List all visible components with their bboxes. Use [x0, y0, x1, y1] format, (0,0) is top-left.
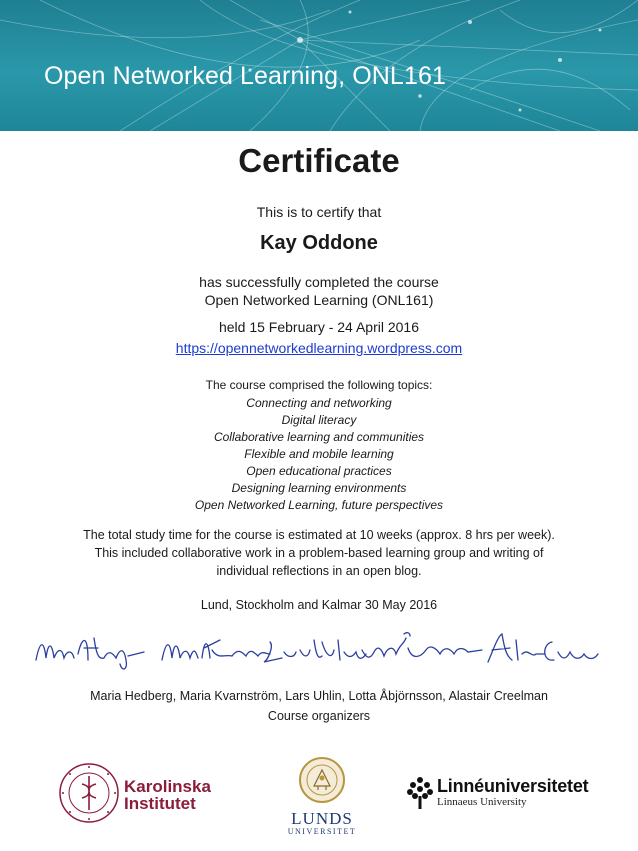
signature-lars-uhlin: [264, 640, 366, 662]
karolinska-logo: [58, 762, 218, 832]
signatory-names: Maria Hedberg, Maria Kvarnström, Lars Uhlin, Lotta Åbjörnsson, Alastair Creelman: [90, 689, 548, 703]
linnaeus-tree-mark-icon: [407, 776, 433, 810]
topic-item: Open educational practices: [246, 464, 392, 478]
lund-university-logo: [282, 756, 362, 838]
topics-list: [0, 395, 638, 514]
recipient-name: Kay Oddone: [260, 232, 378, 254]
study-line: individual reflections in an open blog.: [216, 564, 422, 578]
karolinska-line1: Karolinska: [124, 777, 211, 796]
lund-seal-icon: [298, 756, 346, 804]
place-and-date: Lund, Stockholm and Kalmar 30 May 2016: [200, 598, 438, 612]
completion-text: has successfully completed the course: [199, 274, 439, 290]
karolinska-wordmark: [124, 778, 211, 812]
lund-subtitle: UNIVERSITET: [287, 827, 357, 836]
karolinska-line2: Institutet: [124, 794, 196, 813]
course-dates: held 15 February - 24 April 2016: [218, 319, 419, 335]
signature-maria-kvarnstrom: [162, 640, 270, 660]
organizers-caption: Course organizers: [267, 709, 371, 723]
study-time-text: [0, 526, 638, 580]
certificate-title: Certificate: [238, 142, 400, 179]
topic-item: Open Networked Learning, future perspectives: [194, 498, 444, 512]
signature-alastair-creelman: [488, 634, 598, 662]
topics-intro: The course comprised the following topics:: [205, 378, 433, 392]
topic-item: Flexible and mobile learning: [244, 447, 394, 461]
banner-title: Open Networked Learning, ONL161: [44, 62, 446, 90]
karolinska-seal-icon: [58, 762, 120, 824]
topic-item: Connecting and networking: [246, 396, 392, 410]
topic-item: Designing learning environments: [231, 481, 407, 495]
linnaeus-english-name: Linnaeus University: [437, 796, 527, 808]
linnaeus-university-logo: [407, 774, 607, 814]
topic-item: Digital literacy: [281, 413, 357, 427]
lund-name: LUNDS: [291, 809, 353, 828]
handwritten-signatures: [32, 630, 602, 670]
study-line: This included collaborative work in a problem-based learning group and writing of: [94, 546, 544, 560]
signature-maria-hedberg: [36, 638, 144, 669]
course-name: Open Networked Learning (ONL161): [204, 292, 434, 308]
signature-lotta-abjornsson: [362, 633, 482, 657]
study-line: The total study time for the course is estimated at 10 weeks (approx. 8 hrs per week).: [83, 528, 555, 542]
header-banner: [0, 0, 638, 131]
course-website-link[interactable]: https://opennetworkedlearning.wordpress.com: [175, 340, 463, 356]
topic-item: Collaborative learning and communities: [213, 430, 425, 444]
linnaeus-wordmark: Linnéuniversitetet: [437, 776, 589, 796]
certify-text: This is to certify that: [256, 204, 382, 220]
